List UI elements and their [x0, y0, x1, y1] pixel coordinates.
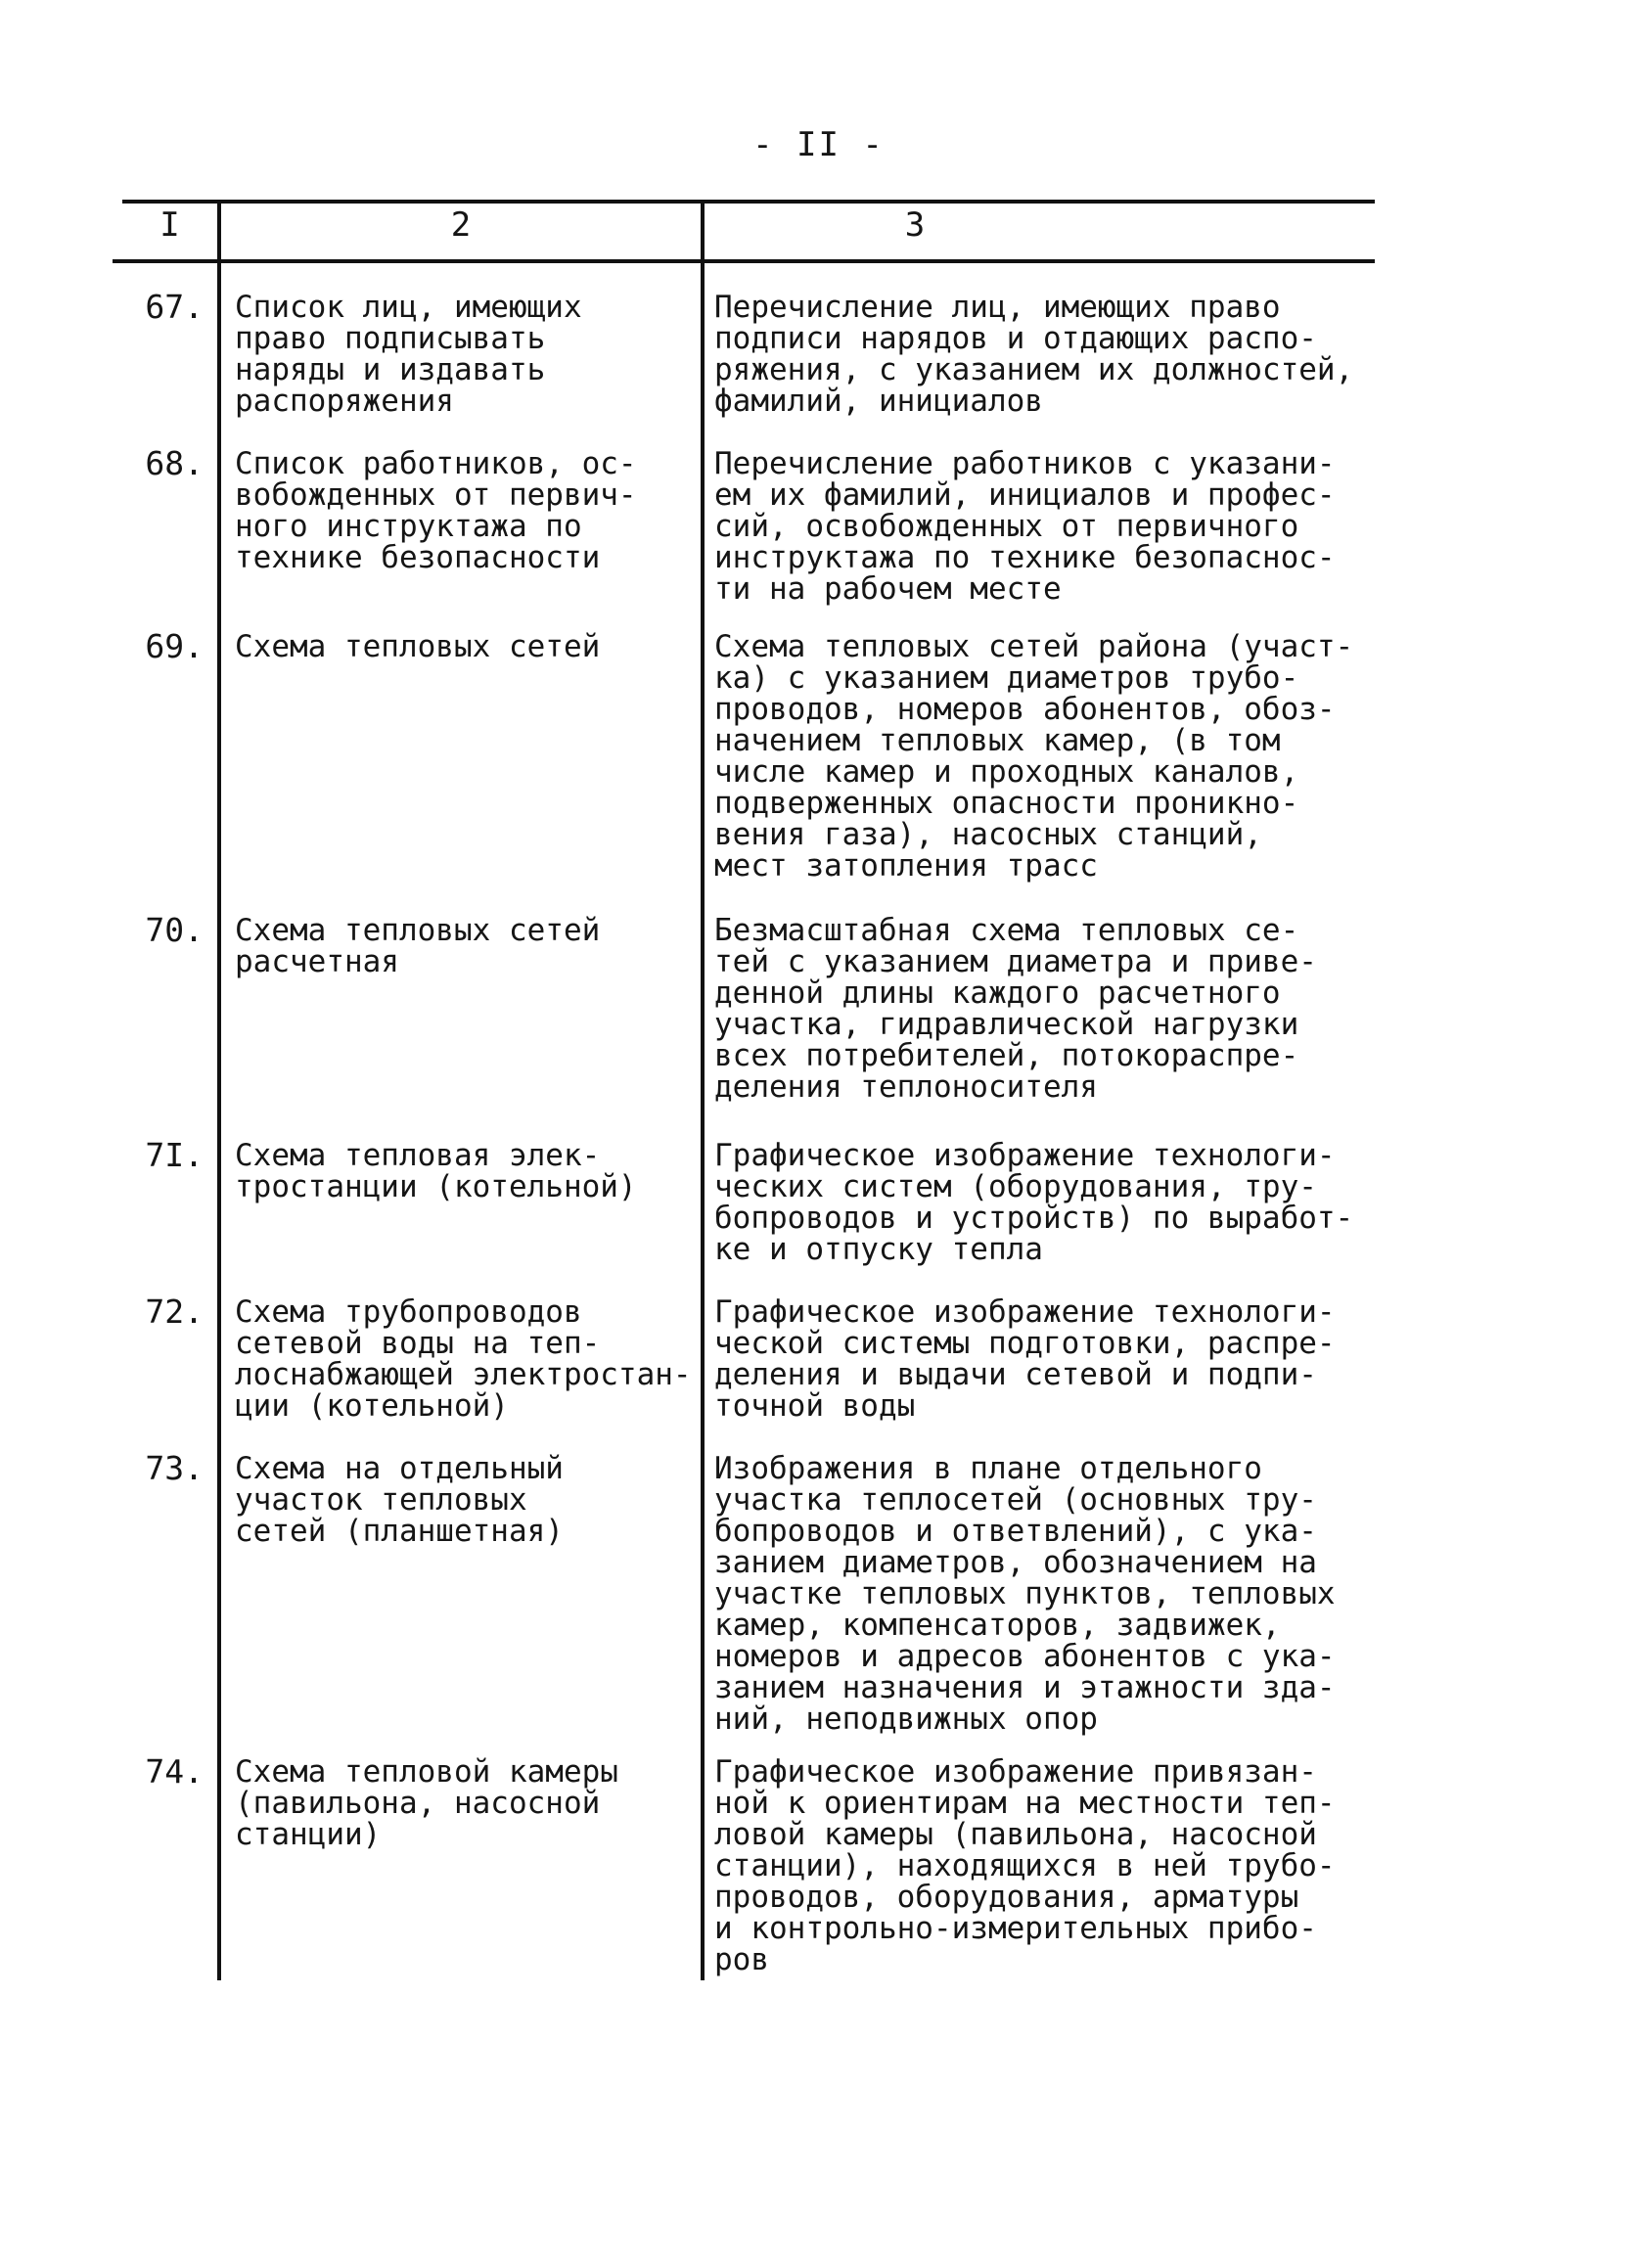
document-name-line: вобожденных от первич- — [235, 477, 637, 513]
document-name-line: Список лиц, имеющих — [235, 290, 582, 325]
document-name-line: Схема тепловых сетей — [235, 629, 601, 664]
document-description-line: Перечисление лиц, имеющих право — [714, 290, 1281, 325]
document-description — [714, 1296, 1399, 1422]
document-description-line: деления теплоносителя — [714, 1069, 1098, 1105]
table-top-rule — [122, 200, 1375, 204]
document-description-line: участке тепловых пунктов, тепловых — [714, 1576, 1336, 1611]
document-description-line: и контрольно-измерительных прибо- — [714, 1911, 1317, 1946]
document-description-line: ем их фамилий, инициалов и профес- — [714, 477, 1336, 513]
column-header-3: 3 — [904, 205, 926, 245]
document-name-line: тростанции (котельной) — [235, 1169, 637, 1204]
document-name-line: наряды и издавать — [235, 352, 546, 387]
document-description-line: ров — [714, 1942, 769, 1977]
document-description-line: точной воды — [714, 1388, 916, 1424]
document-name-line: участок тепловых — [235, 1482, 527, 1518]
document-description — [714, 631, 1399, 882]
column-divider-1 — [217, 200, 221, 1980]
document-description-line: Безмасштабная схема тепловых се- — [714, 913, 1299, 948]
document-name-line: (павильона, насосной — [235, 1786, 601, 1821]
row-number: 67. — [145, 288, 204, 326]
document-description-line: ческой системы подготовки, распре- — [714, 1326, 1336, 1361]
document-name — [235, 1140, 695, 1202]
row-number: 74. — [145, 1752, 204, 1791]
document-description-line: вения газа), насосных станций, — [714, 817, 1262, 852]
document-name-line: Схема тепловая элек- — [235, 1138, 601, 1173]
document-name-line: Схема тепловой камеры — [235, 1754, 618, 1790]
document-description-line: числе камер и проходных каналов, — [714, 754, 1299, 790]
document-description — [714, 1756, 1399, 1975]
document-name-line: Схема тепловых сетей — [235, 913, 601, 948]
row-number: 70. — [145, 911, 204, 949]
document-description-line: Изображения в плане отдельного — [714, 1451, 1262, 1486]
document-description-line: камер, компенсаторов, задвижек, — [714, 1608, 1281, 1643]
document-description — [714, 448, 1399, 605]
document-name — [235, 915, 695, 977]
row-number: 68. — [145, 444, 204, 482]
document-description-line: участка теплосетей (основных тру- — [714, 1482, 1317, 1518]
document-description-line: всех потребителей, потокораспре- — [714, 1038, 1299, 1073]
document-description-line: ряжения, с указанием их должностей, — [714, 352, 1354, 387]
document-description-line: деления и выдачи сетевой и подпи- — [714, 1357, 1317, 1392]
document-name — [235, 292, 695, 417]
document-description-line: Графическое изображение привязан- — [714, 1754, 1317, 1790]
document-description-line: Схема тепловых сетей района (участ- — [714, 629, 1354, 664]
document-description-line: тей с указанием диаметра и приве- — [714, 944, 1317, 979]
document-description-line: занием назначения и этажности зда- — [714, 1670, 1336, 1705]
document-description-line: инструктажа по технике безопаснос- — [714, 540, 1336, 575]
document-name-line: технике безопасности — [235, 540, 601, 575]
document-description-line: ловой камеры (павильона, насосной — [714, 1817, 1317, 1852]
document-description-line: занием диаметров, обозначением на — [714, 1545, 1317, 1580]
document-name-line: ции (котельной) — [235, 1388, 509, 1424]
document-description-line: ний, неподвижных опор — [714, 1701, 1098, 1737]
document-name-line: право подписывать — [235, 321, 546, 356]
document-description — [714, 915, 1399, 1103]
row-number: 72. — [145, 1293, 204, 1331]
document-description-line: Графическое изображение технологи- — [714, 1294, 1336, 1330]
column-header-2: 2 — [450, 205, 472, 245]
document-description-line: денной длины каждого расчетного — [714, 975, 1281, 1011]
document-description-line: ной к ориентирам на местности теп- — [714, 1786, 1336, 1821]
document-description-line: сий, освобожденных от первичного — [714, 509, 1299, 544]
document-name-line: расчетная — [235, 944, 399, 979]
document-description-line: ке и отпуску тепла — [714, 1232, 1043, 1267]
document-name-line: сетевой воды на теп- — [235, 1326, 601, 1361]
document-description-line: подписи нарядов и отдающих распо- — [714, 321, 1317, 356]
table-header-rule — [113, 259, 1375, 263]
document-description-line: ка) с указанием диаметров трубо- — [714, 660, 1299, 696]
document-description-line: мест затопления трасс — [714, 848, 1098, 884]
column-header-1: I — [159, 205, 180, 245]
document-name-line: Схема трубопроводов — [235, 1294, 582, 1330]
row-number: 73. — [145, 1449, 204, 1487]
document-name — [235, 1296, 695, 1422]
document-name-line: Схема на отдельный — [235, 1451, 564, 1486]
document-name-line: распоряжения — [235, 384, 454, 419]
document-description-line: начением тепловых камер, (в том — [714, 723, 1281, 758]
row-number: 69. — [145, 627, 204, 665]
document-name — [235, 448, 695, 573]
page-number: - II - — [752, 125, 885, 164]
document-name-line: сетей (планшетная) — [235, 1514, 564, 1549]
document-name — [235, 1756, 695, 1850]
document-name — [235, 631, 695, 662]
document-description-line: Графическое изображение технологи- — [714, 1138, 1336, 1173]
document-description-line: участка, гидравлической нагрузки — [714, 1007, 1299, 1042]
document-name-line: станции) — [235, 1817, 382, 1852]
document-description-line: ческих систем (оборудования, тру- — [714, 1169, 1317, 1204]
document-description — [714, 1453, 1399, 1735]
row-number: 7I. — [145, 1136, 204, 1174]
document-description-line: ти на рабочем месте — [714, 571, 1062, 607]
column-divider-2 — [701, 200, 705, 1980]
document-description-line: Перечисление работников с указани- — [714, 446, 1336, 481]
document-description-line: фамилий, инициалов — [714, 384, 1043, 419]
document-description-line: проводов, оборудования, арматуры — [714, 1880, 1299, 1915]
document-name — [235, 1453, 695, 1547]
document-name-line: Список работников, ос- — [235, 446, 637, 481]
document-description — [714, 292, 1399, 417]
document-description-line: бопроводов и ответвлений), с ука- — [714, 1514, 1317, 1549]
document-name-line: ного инструктажа по — [235, 509, 582, 544]
document-name-line: лоснабжающей электростан- — [235, 1357, 692, 1392]
document-description — [714, 1140, 1399, 1265]
document-description-line: бопроводов и устройств) по выработ- — [714, 1201, 1354, 1236]
document-description-line: проводов, номеров абонентов, обоз- — [714, 692, 1336, 727]
document-description-line: подверженных опасности проникно- — [714, 786, 1299, 821]
document-description-line: номеров и адресов абонентов с ука- — [714, 1639, 1336, 1674]
document-description-line: станции), находящихся в ней трубо- — [714, 1848, 1336, 1883]
